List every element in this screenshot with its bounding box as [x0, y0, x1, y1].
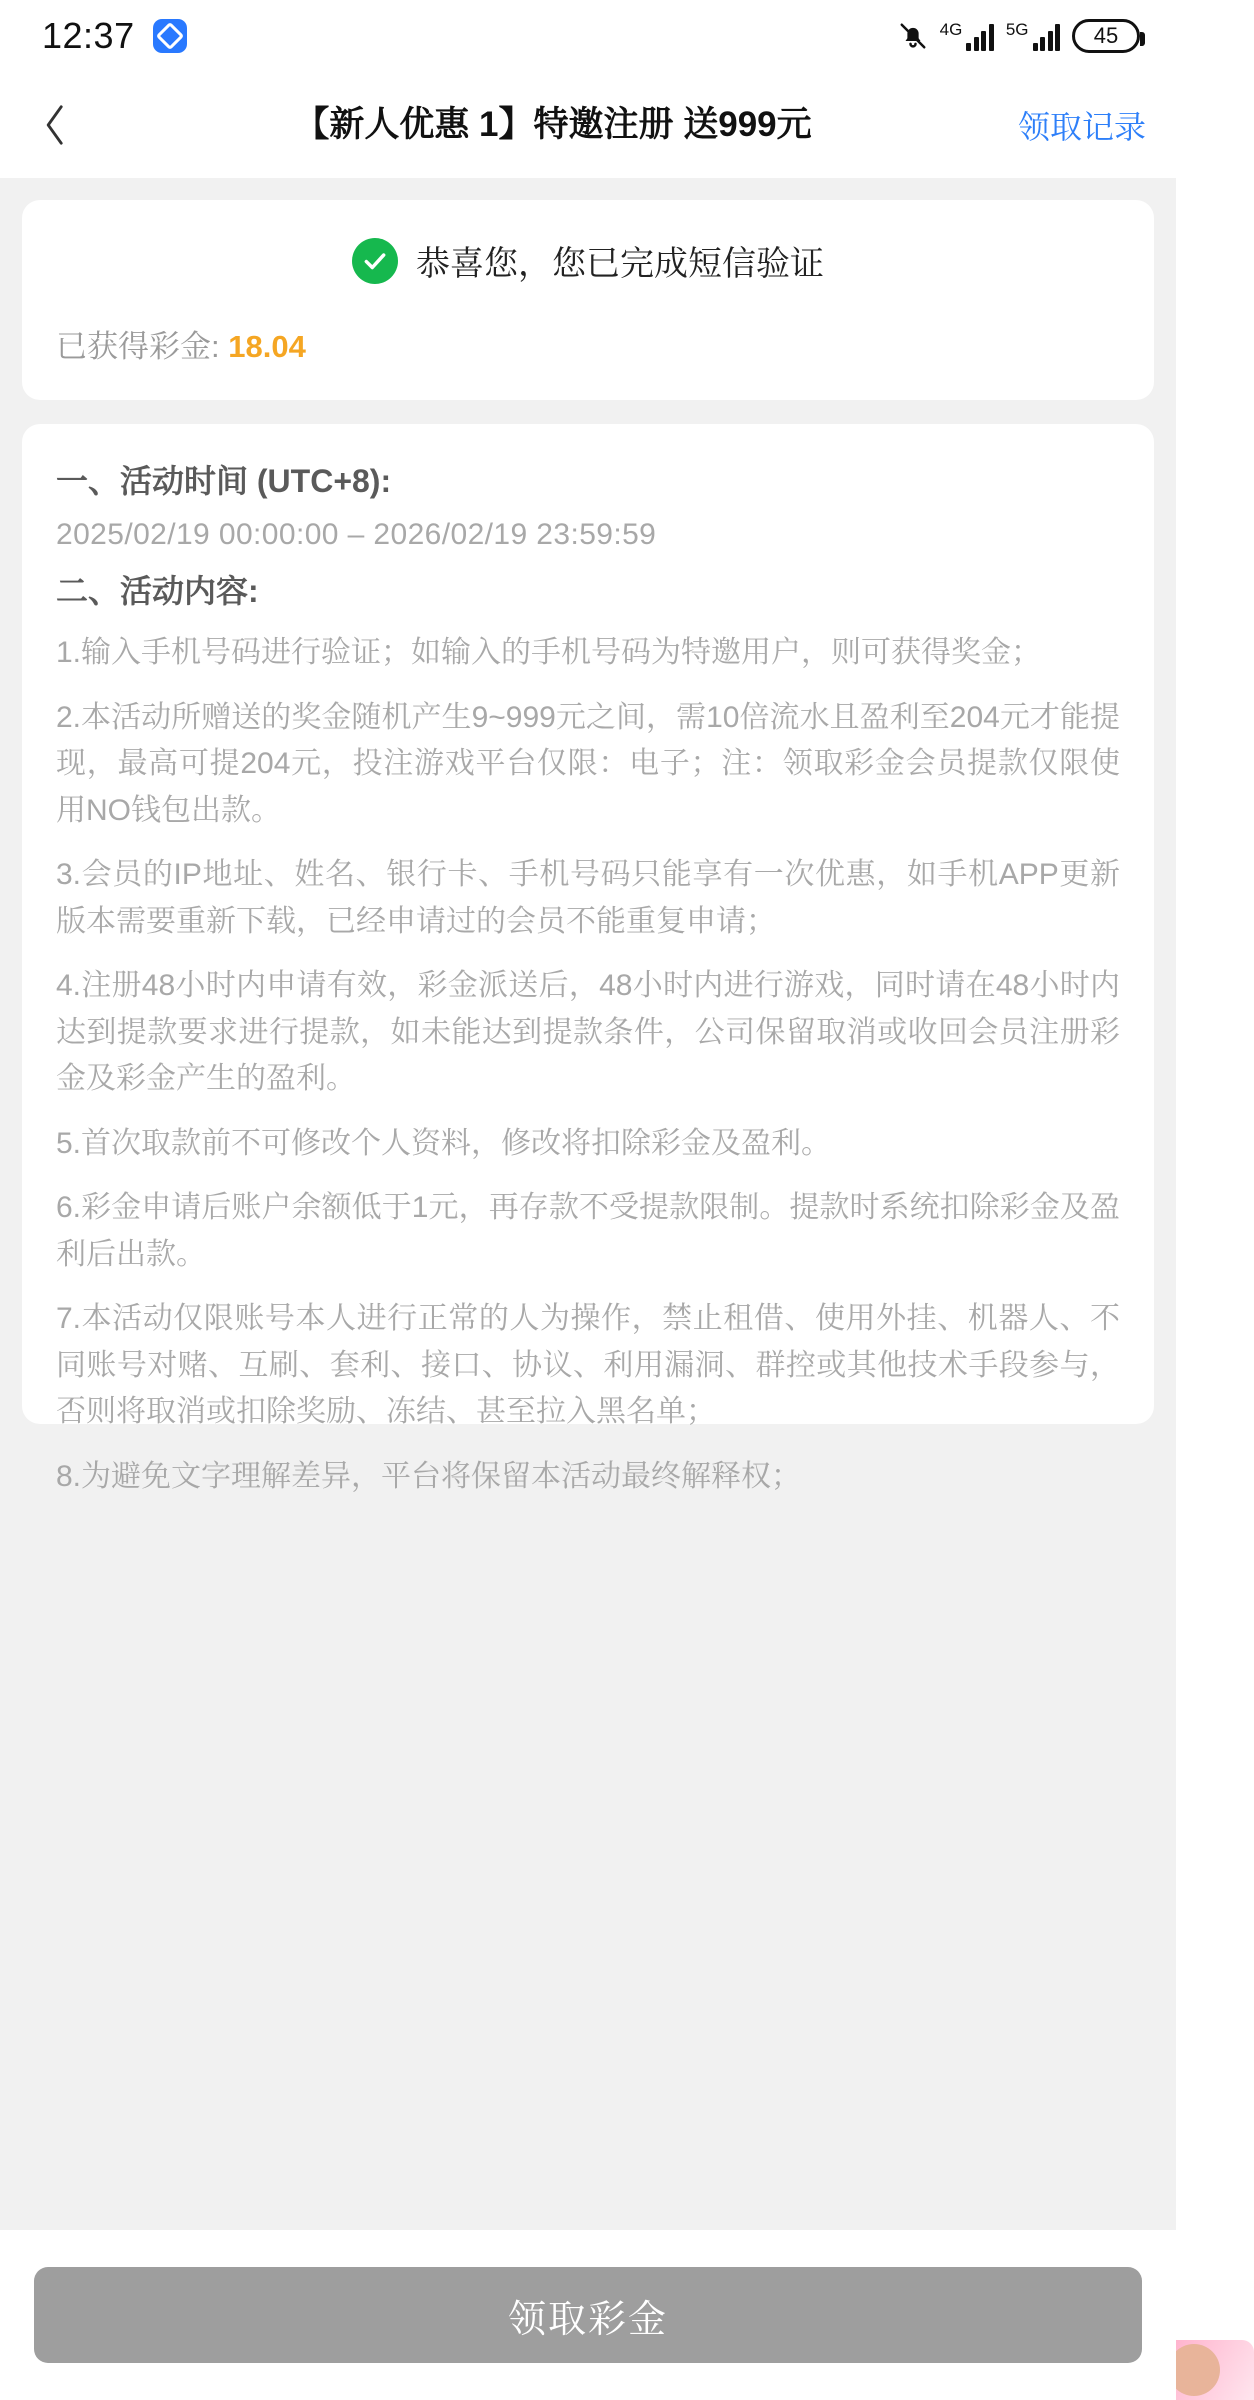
rule-item: 1.输入手机号码进行验证；如输入的手机号码为特邀用户，则可获得奖金； — [56, 636, 1042, 669]
status-bar — [0, 0, 1176, 72]
page-body — [0, 178, 1176, 2400]
rule-item: 8.为避免文字理解差异，平台将保留本活动最终解释权； — [56, 1459, 802, 1493]
rules-time-heading: 一、活动时间 (UTC+8): — [56, 463, 392, 499]
app-badge-icon — [153, 19, 187, 53]
battery-indicator: 45 — [1072, 19, 1140, 53]
rule-item: 6.彩金申请后账户余额低于1元，再存款不受提款限制。提款时系统扣除彩金及盈利后出款。 — [56, 1191, 1120, 1271]
bottom-action-bar — [0, 2230, 1176, 2400]
status-bar-right — [898, 19, 1140, 53]
signal-bars-4g — [966, 23, 994, 51]
rule-item: 3.会员的IP地址、姓名、银行卡、手机号码只能享有一次优惠，如手机APP更新版本需要重新下载，已经申请过的会员不能重复申请； — [56, 858, 1120, 938]
rules-time-range: 2025/02/19 00:00:00 – 2026/02/19 23:59:59 — [56, 518, 657, 551]
bonus-amount-label: 已获得彩金: — [56, 329, 220, 364]
status-bar-left — [42, 15, 187, 57]
verification-status-card — [22, 200, 1154, 400]
rule-item: 5.首次取款前不可修改个人资料，修改将扣除彩金及盈利。 — [56, 1126, 832, 1160]
page-header — [0, 72, 1176, 178]
signal-bars-5g — [1033, 23, 1061, 51]
bonus-amount-value: 18.04 — [228, 329, 306, 364]
network-4g-label: 4G — [939, 20, 963, 39]
claim-bonus-button[interactable]: 领取彩金 — [34, 2267, 1142, 2363]
rule-item: 4.注册48小时内申请有效，彩金派送后，48小时内进行游戏，同时请在48小时内达到提款要求进行提款，如未能达到提款条件，公司保留取消或收回会员注册彩金及彩金产生的盈利。 — [56, 969, 1120, 1095]
rule-item: 7.本活动仅限账号本人进行正常的人为操作，禁止租借、使用外挂、机器人、不同账号对赌、互刷、套利、接口、协议、利用漏洞、群控或其他技术手段参与，否则将取消或扣除奖励、冻结、甚至拉入黑名单； — [56, 1302, 1120, 1428]
claim-records-link[interactable]: 领取记录 — [1017, 109, 1146, 145]
rules-content-heading: 二、活动内容: — [56, 573, 259, 609]
bonus-amount-row — [56, 321, 1120, 366]
mute-bell-icon — [898, 21, 928, 51]
network-4g-indicator — [940, 21, 994, 51]
network-5g-label: 5G — [1005, 20, 1029, 39]
chevron-left-icon — [39, 99, 73, 151]
network-5g-indicator — [1006, 21, 1060, 51]
status-clock: 12:37 — [42, 15, 135, 56]
rule-item: 2.本活动所赠送的奖金随机产生9~999元之间，需10倍流水且盈利至204元才能提现，最高可提204元，投注游戏平台仅限：电子；注：领取彩金会员提款仅限使用NO钱包出款。 — [56, 700, 1120, 827]
verification-message: 恭喜您，您已完成短信验证 — [416, 245, 824, 283]
verification-success-row — [56, 236, 1120, 285]
rules-card — [22, 424, 1154, 1493]
page-title: 【新人优惠 1】特邀注册 送999元 — [294, 104, 812, 144]
back-button[interactable] — [24, 93, 88, 157]
check-circle-icon — [352, 238, 398, 284]
